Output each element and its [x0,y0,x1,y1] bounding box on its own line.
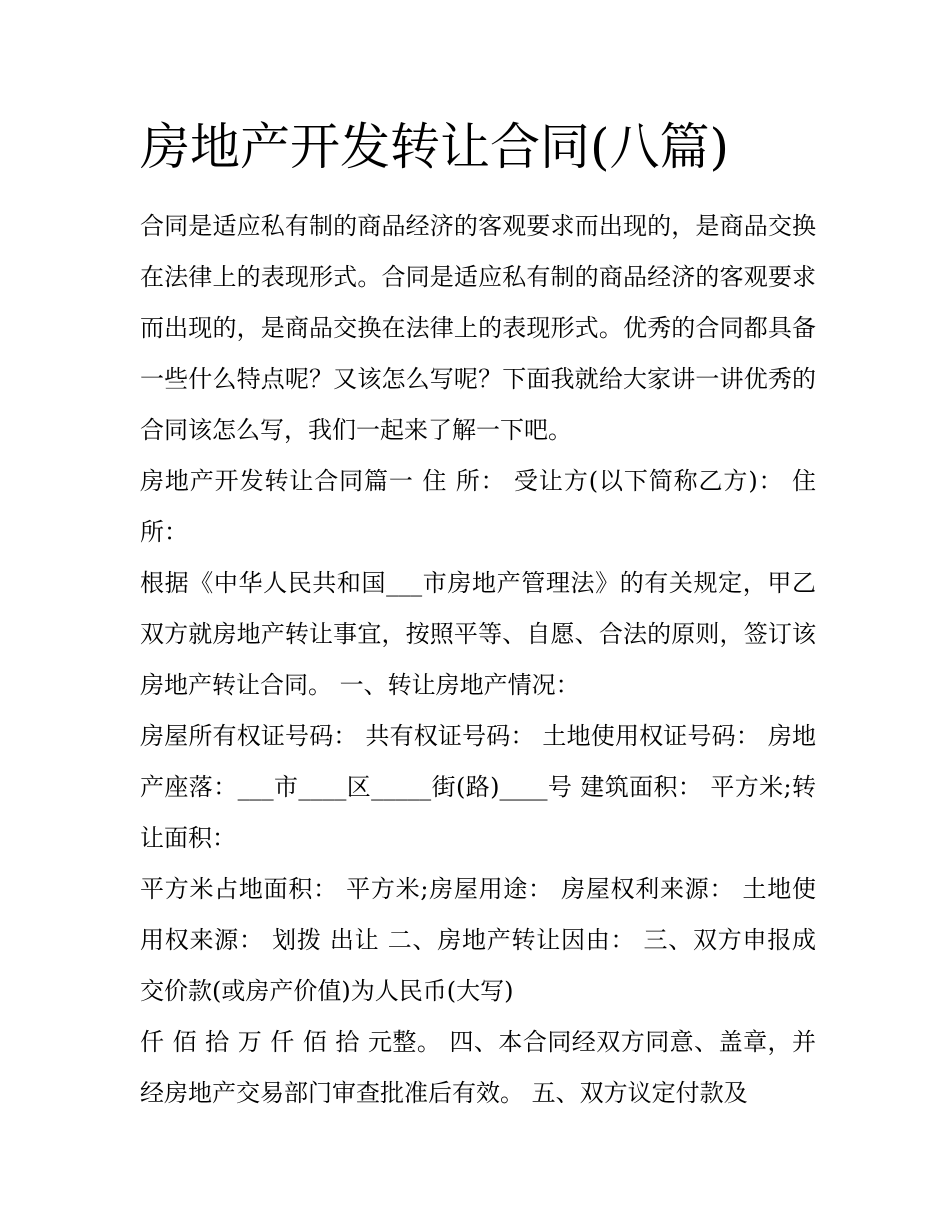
paragraph-parties: 房地产开发转让合同篇一 住 所： 受让方(以下简称乙方)： 住所： [140,467,816,546]
paragraph-land-use: 平方米占地面积： 平方米;房屋用途： 房屋权利来源： 土地使用权来源： 划拨 出让 二、房地产转让因由： 三、双方申报成交价款(或房产价值)为人民币(大写) [140,875,816,1005]
paragraph-intro: 合同是适应私有制的商品经济的客观要求而出现的，是商品交换在法律上的表现形式。合同是适应私有制的商品经济的客观要求而出现的，是商品交换在法律上的表现形式。优秀的合同都具备一些什么特点呢？又该怎么写呢？下面我就给大家讲一讲优秀的合同该怎么写，我们一起来了解一下吧。 [140,212,816,444]
paragraph-legal-basis: 根据《中华人民共和国___市房地产管理法》的有关规定，甲乙双方就房地产转让事宜，按照平等、自愿、合法的原则，签订该房地产转让合同。 一、转让房地产情况： [140,569,816,699]
paragraph-property-info: 房屋所有权证号码： 共有权证号码： 土地使用权证号码： 房地产座落：___市____区_____街(路)____号 建筑面积： 平方米;转让面积： [140,722,816,852]
paragraph-price-validity: 仟 佰 拾 万 仟 佰 拾 元整。 四、本合同经双方同意、盖章，并经房地产交易部门审查批准后有效。 五、双方议定付款及 [140,1028,816,1107]
document-body [140,201,816,1119]
document-title: 房地产开发转让合同(八篇) [140,118,730,176]
